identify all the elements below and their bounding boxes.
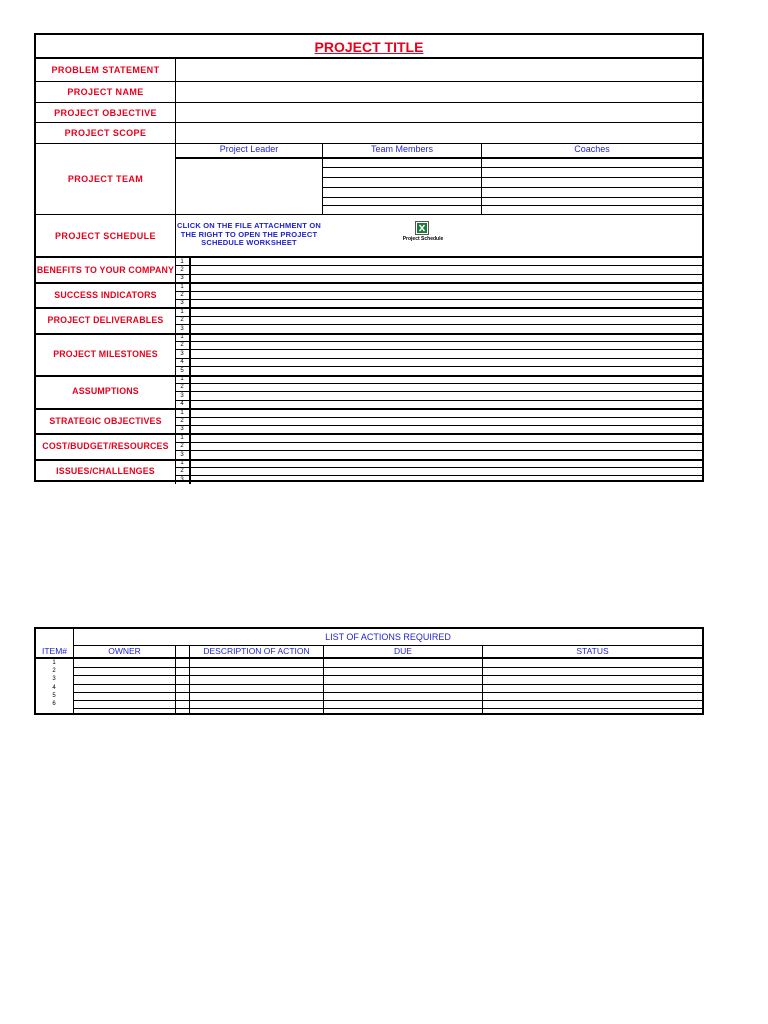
row-number: 1 xyxy=(180,283,184,290)
row-number: 1 xyxy=(180,258,184,265)
section-2 xyxy=(36,307,702,332)
row-number: 1 xyxy=(180,376,184,383)
action-row[interactable] xyxy=(74,675,702,683)
row-number: 1 xyxy=(180,460,184,467)
section-7 xyxy=(36,459,702,484)
section-entry-field[interactable] xyxy=(191,349,702,357)
project-charter-form xyxy=(34,33,704,482)
row-number: 1 xyxy=(180,308,184,315)
action-item-number: 6 xyxy=(52,701,56,707)
action-item-number: 1 xyxy=(52,660,56,666)
action-row[interactable] xyxy=(74,667,702,675)
section-entry-field[interactable] xyxy=(191,417,702,425)
section-4 xyxy=(36,375,702,409)
section-label: STRATEGIC OBJECTIVES xyxy=(49,415,162,426)
row-number: 2 xyxy=(180,418,184,425)
action-item-number: 2 xyxy=(52,668,56,675)
row-number: 3 xyxy=(180,476,184,483)
section-entry-field[interactable] xyxy=(191,433,702,441)
row-number: 2 xyxy=(180,443,184,450)
section-entry-field[interactable] xyxy=(191,442,702,450)
section-entry-field[interactable] xyxy=(191,383,702,391)
section-entry-field[interactable] xyxy=(191,358,702,366)
section-5 xyxy=(36,408,702,433)
section-label: COST/BUDGET/RESOURCES xyxy=(42,440,169,451)
section-entry-field[interactable] xyxy=(191,400,702,408)
section-entry-field[interactable] xyxy=(191,459,702,467)
team-members-header: Team Members xyxy=(370,144,433,154)
section-label: PROJECT DELIVERABLES xyxy=(47,314,164,325)
row-number: 3 xyxy=(180,275,184,282)
project-team-label: PROJECT TEAM xyxy=(67,174,144,184)
section-0 xyxy=(36,257,702,282)
section-entry-field[interactable] xyxy=(191,307,702,315)
attachment-label[interactable]: Project Schedule xyxy=(402,236,444,242)
project-team-grid xyxy=(176,143,702,214)
project-objective-label: PROJECT OBJECTIVE xyxy=(54,107,157,118)
row-number: 2 xyxy=(180,292,184,299)
section-entry-field[interactable] xyxy=(191,291,702,299)
section-entry-field[interactable] xyxy=(191,324,702,332)
section-6 xyxy=(36,433,702,458)
row-number: 1 xyxy=(180,409,184,416)
owner-header: OWNER xyxy=(108,646,141,656)
sections-area xyxy=(36,257,702,483)
row-number: 1 xyxy=(180,434,184,441)
project-leader-header: Project Leader xyxy=(219,144,279,154)
section-entry-field[interactable] xyxy=(191,274,702,282)
project-schedule-label: PROJECT SCHEDULE xyxy=(55,230,156,241)
problem-statement-label: PROBLEM STATEMENT xyxy=(51,64,160,75)
schedule-instruction: CLICK ON THE FILE ATTACHMENT ON THE RIGHT TO OPEN THE PROJECT SCHEDULE WORKSHEET xyxy=(177,221,321,247)
action-row[interactable] xyxy=(74,659,702,667)
row-number: 3 xyxy=(180,300,184,307)
row-number: 4 xyxy=(180,401,184,408)
section-entry-field[interactable] xyxy=(191,282,702,290)
item-header: ITEM# xyxy=(41,646,68,656)
project-name-label: PROJECT NAME xyxy=(67,87,144,97)
section-entry-field[interactable] xyxy=(191,366,702,374)
section-entry-field[interactable] xyxy=(191,475,702,483)
action-item-number: 3 xyxy=(52,676,56,683)
project-name-field[interactable] xyxy=(176,82,702,102)
description-header: DESCRIPTION OF ACTION xyxy=(203,646,310,656)
row-number: 3 xyxy=(180,392,184,399)
row-number: 2 xyxy=(180,384,184,391)
status-header: STATUS xyxy=(576,646,609,656)
section-entry-field[interactable] xyxy=(191,467,702,475)
excel-file-icon[interactable] xyxy=(415,221,429,235)
section-entry-field[interactable] xyxy=(191,425,702,433)
action-row[interactable] xyxy=(74,684,702,692)
section-3 xyxy=(36,333,702,375)
section-1 xyxy=(36,282,702,307)
actions-table xyxy=(34,627,704,715)
action-row[interactable] xyxy=(74,700,702,708)
row-number: 2 xyxy=(180,266,184,273)
row-number: 3 xyxy=(180,350,184,357)
section-entry-field[interactable] xyxy=(191,265,702,273)
section-entry-field[interactable] xyxy=(191,341,702,349)
action-item-number: 4 xyxy=(52,684,56,691)
problem-statement-field[interactable] xyxy=(176,58,702,81)
row-number: 2 xyxy=(180,468,184,475)
row-number: 4 xyxy=(180,359,184,366)
page-title: PROJECT TITLE xyxy=(314,39,424,55)
section-entry-field[interactable] xyxy=(191,408,702,416)
section-label: BENEFITS TO YOUR COMPANY xyxy=(36,264,175,275)
section-entry-field[interactable] xyxy=(191,316,702,324)
row-number: 3 xyxy=(180,451,184,458)
section-entry-field[interactable] xyxy=(191,333,702,341)
row-number: 1 xyxy=(180,334,184,341)
action-item-number: 5 xyxy=(52,692,56,699)
project-scope-label: PROJECT SCOPE xyxy=(64,128,147,138)
project-scope-field[interactable] xyxy=(176,123,702,143)
section-entry-field[interactable] xyxy=(191,299,702,307)
coaches-header: Coaches xyxy=(574,144,610,154)
section-entry-field[interactable] xyxy=(191,450,702,458)
section-entry-field[interactable] xyxy=(191,391,702,399)
section-label: PROJECT MILESTONES xyxy=(53,348,158,359)
row-number: 2 xyxy=(180,342,184,349)
section-entry-field[interactable] xyxy=(191,257,702,265)
actions-title: LIST OF ACTIONS REQUIRED xyxy=(325,632,451,642)
section-label: ASSUMPTIONS xyxy=(72,386,139,397)
section-label: SUCCESS INDICATORS xyxy=(54,289,157,300)
row-number: 2 xyxy=(180,317,184,324)
project-objective-field[interactable] xyxy=(176,103,702,122)
row-number: 3 xyxy=(180,426,184,433)
row-number: 5 xyxy=(180,367,184,374)
action-row[interactable] xyxy=(74,692,702,700)
actions-grid xyxy=(36,645,702,713)
row-number: 3 xyxy=(180,325,184,332)
section-label: ISSUES/CHALLENGES xyxy=(56,466,155,477)
section-entry-field[interactable] xyxy=(191,375,702,383)
due-header: DUE xyxy=(394,646,412,656)
